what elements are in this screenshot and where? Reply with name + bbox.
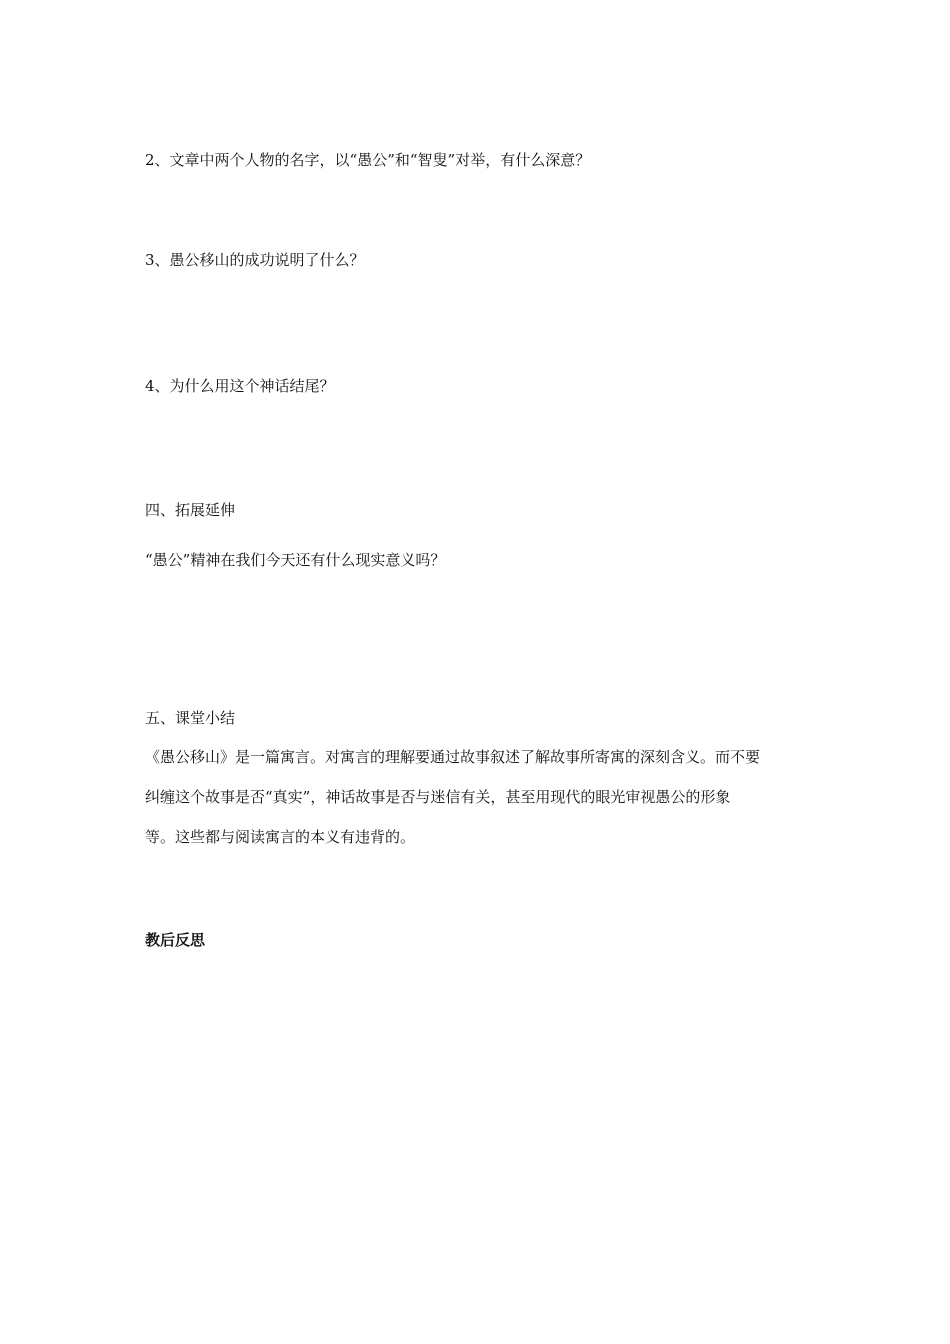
reflection-heading: 教后反思: [145, 931, 206, 949]
summary-line-1: 《愚公移山》是一篇寓言。对寓言的理解要通过故事叙述了解故事所寄寓的深刻含义。而不要: [145, 748, 761, 766]
section-4-heading: 四、拓展延伸: [145, 501, 236, 519]
summary-line-2: 纠缠这个故事是否“真实”，神话故事是否与迷信有关，甚至用现代的眼光审视愚公的形象: [145, 788, 731, 806]
question-4: 4、为什么用这个神话结尾？: [145, 377, 335, 395]
summary-line-3: 等。这些都与阅读寓言的本义有违背的。: [145, 828, 416, 846]
section-5-heading: 五、课堂小结: [145, 709, 236, 727]
question-2: 2、文章中两个人物的名字，以“愚公”和“智叟”对举，有什么深意？: [145, 151, 591, 169]
section-4-question: “愚公”精神在我们今天还有什么现实意义吗？: [145, 551, 446, 569]
question-3: 3、愚公移山的成功说明了什么？: [145, 251, 365, 269]
